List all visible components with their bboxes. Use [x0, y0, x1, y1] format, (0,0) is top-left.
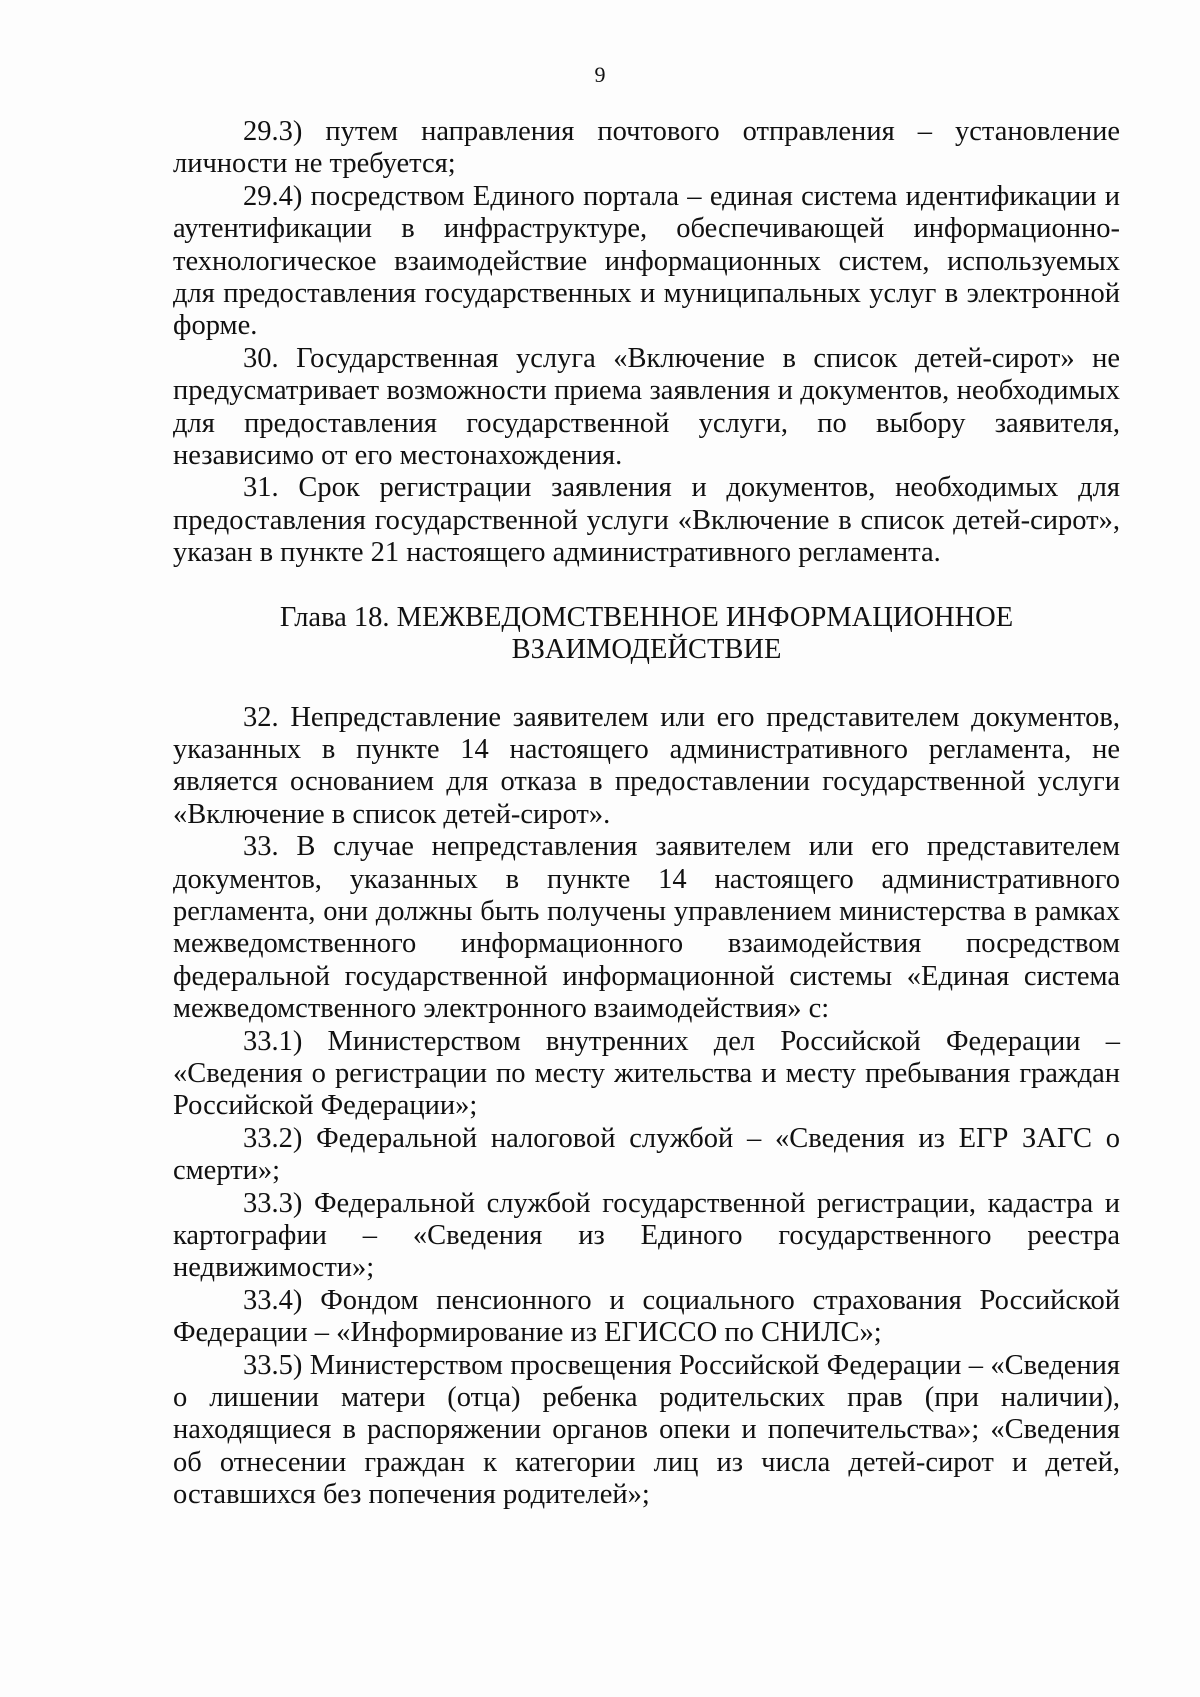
paragraph-33-2: 33.2) Федеральной налоговой службой – «Сведения из ЕГР ЗАГС о смерти»; [173, 1122, 1120, 1187]
chapter-heading-line-1: Глава 18. МЕЖВЕДОМСТВЕННОЕ ИНФОРМАЦИОННОЕ [279, 601, 1014, 633]
document-body [173, 116, 1120, 1512]
paragraph-33-5: 33.5) Министерством просвещения Российской Федерации – «Сведения о лишении матери (отца) ребенка родительских прав (при наличии), находящиеся в распоряжении органов опеки и попечительства»; «Сведения об отнесении граждан к категории лиц из числа детей-сирот и детей, оставшихся без попечения родителей»; [173, 1349, 1120, 1511]
paragraph-33: 33. В случае непредставления заявителем или его представителем документов, указанных в пункте 14 настоящего административного регламента, они должны быть получены управлением министерства в рамках межведомственного информационного взаимодействия посредством федеральной государственной информационной системы «Единая система межведомственного электронного взаимодействия» с: [173, 831, 1120, 1025]
paragraph-33-1: 33.1) Министерством внутренних дел Российской Федерации – «Сведения о регистрации по месту жительства и месту пребывания граждан Российской Федерации»; [173, 1025, 1120, 1122]
page-number: 9 [594, 62, 606, 87]
paragraph-32: 32. Непредставление заявителем или его представителем документов, указанных в пункте 14 настоящего административного регламента, не является основанием для отказа в предоставлении государственной услуги «Включение в список детей-сирот». [173, 701, 1120, 830]
chapter-heading-line-2: ВЗАИМОДЕЙСТВИЕ [511, 634, 782, 666]
chapter-heading [173, 602, 1120, 667]
paragraph-33-4: 33.4) Фондом пенсионного и социального страхования Российской Федерации – «Информирование из ЕГИССО по СНИЛС»; [173, 1284, 1120, 1349]
paragraph-30: 30. Государственная услуга «Включение в список детей-сирот» не предусматривает возможности приема заявления и документов, необходимых для предоставления государственной услуги, по выбору заявителя, независимо от его местонахождения. [173, 342, 1120, 472]
paragraph-29-3: 29.3) путем направления почтового отправления – установление личности не требуется; [173, 116, 1120, 180]
paragraph-33-3: 33.3) Федеральной службой государственной регистрации, кадастра и картографии – «Сведения из Единого государственного реестра недвижимости»; [173, 1187, 1120, 1284]
paragraph-31: 31. Срок регистрации заявления и документов, необходимых для предоставления государственной услуги «Включение в список детей-сирот», указан в пункте 21 настоящего административного регламента. [173, 472, 1120, 569]
paragraph-29-4: 29.4) посредством Единого портала – единая система идентификации и аутентификации в инфраструктуре, обеспечивающей информационно-технологическое взаимодействие информационных систем, используемых для предоставления государственных и муниципальных услуг в электронной форме. [173, 180, 1120, 342]
